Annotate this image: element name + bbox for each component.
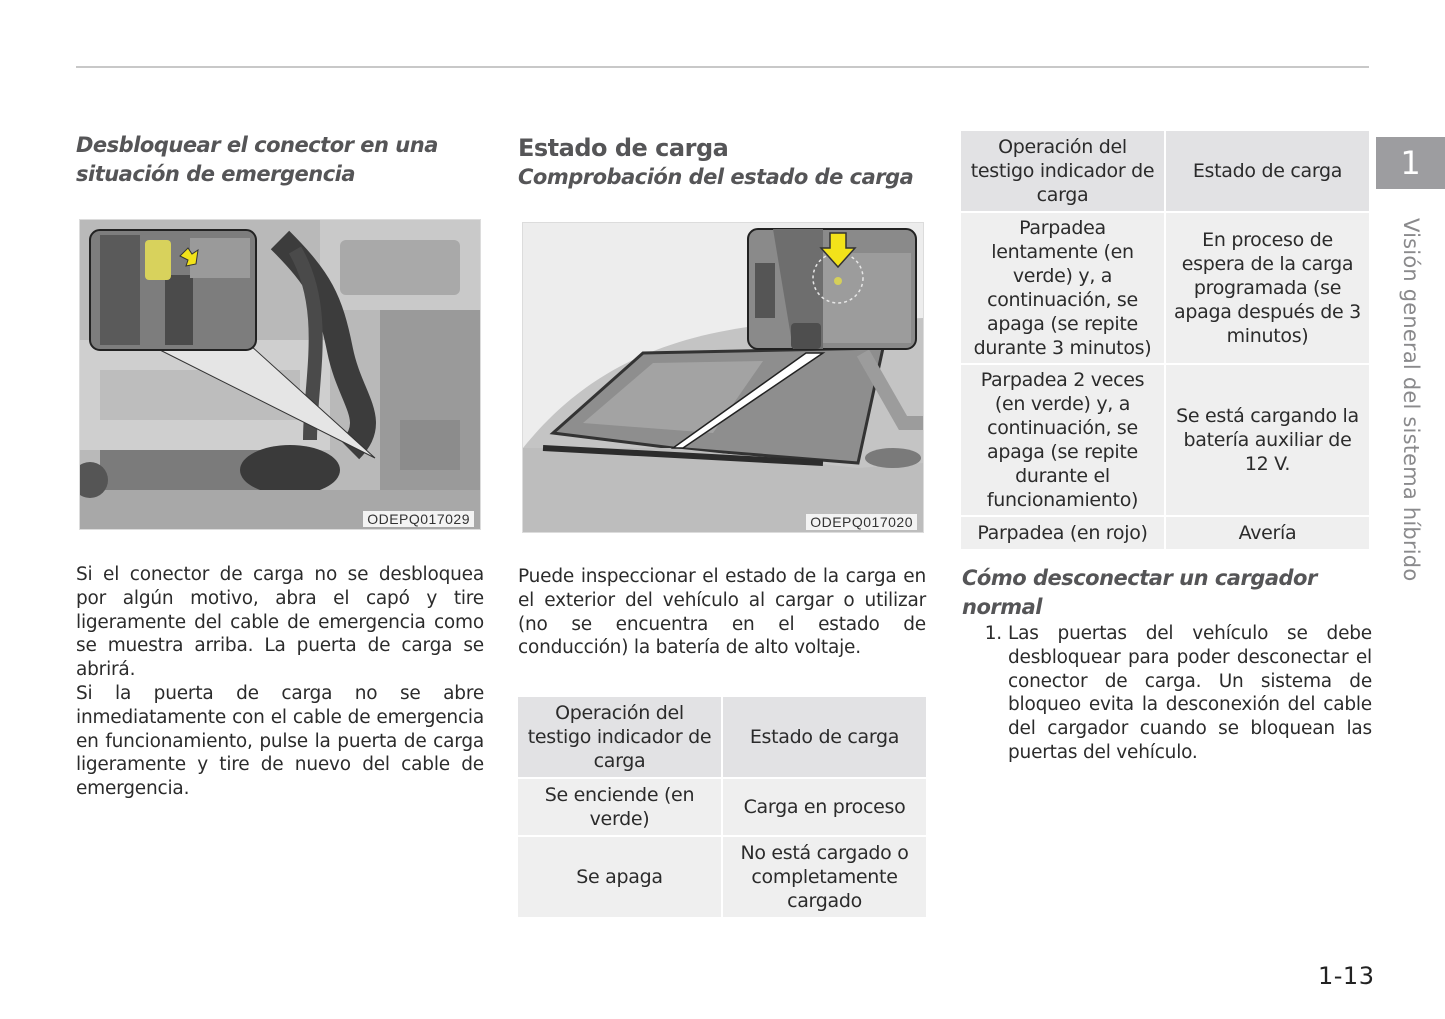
figure-code: ODEPQ017020 [806,514,917,530]
heading-line-1: Desbloquear el conector en una [76,133,438,157]
cell-operation: Parpadea (en rojo) [961,517,1164,549]
chapter-title: Visión general del sistema híbrido [1399,218,1423,582]
disconnect-charger-section [962,564,1372,765]
chapter-tab[interactable]: 1 [1376,137,1445,189]
paragraph: Si la puerta de carga no se abre inmediatamente con el cable de emergencia en funcionamiento, pulse la puerta de carga ligeramente y tire de nuevo del cable de emergencia. [76,682,484,800]
header-charge-status: Estado de carga [1166,131,1369,211]
cell-operation: Parpadea 2 veces (en verde) y, a continuación, se apaga (se repite durante el funcionamiento) [961,365,1164,515]
cell-operation: Se enciende (en verde) [518,779,721,835]
cell-operation: Se apaga [518,837,721,917]
cell-status: Carga en proceso [723,779,926,835]
section-title: Estado de carga [518,134,729,162]
charge-status-headings [518,133,938,192]
cell-status: En proceso de espera de la carga programada (se apaga después de 3 minutos) [1166,213,1369,363]
header-indicator-operation: Operación del testigo indicador de carga [518,697,721,777]
header-charge-status: Estado de carga [723,697,926,777]
emergency-unlock-text [76,563,484,801]
heading-line-2: situación de emergencia [76,162,356,186]
heading-line-1: Cómo desconectar un cargador [962,566,1317,590]
charge-status-table-1 [516,695,928,919]
list-item [962,622,1372,765]
table-row [961,365,1369,515]
emergency-unlock-heading [76,131,496,189]
steps-list [962,622,1372,765]
cell-status: Avería [1166,517,1369,549]
table-row [518,837,926,917]
paragraph: Si el conector de carga no se desbloquea por algún motivo, abra el capó y tire ligeramente del cable de emergencia como se muestra arriba. La puerta de carga se abrirá. [76,564,484,681]
cell-operation: Parpadea lentamente (en verde) y, a continuación, se apaga (se repite durante 3 minutos) [961,213,1164,363]
heading-line-2: normal [962,595,1042,619]
windshield-figure [522,222,924,533]
charge-status-table-2 [959,129,1371,551]
table-header-row [518,697,926,777]
charge-indicator-lamp [834,277,842,285]
cell-status: Se está cargando la batería auxiliar de 12 V. [1166,365,1369,515]
figure-code: ODEPQ017029 [363,511,474,527]
step-number: 1. [984,623,1002,644]
step-text: Las puertas del vehículo se debe desbloquear para poder desconectar el conector de carga. Un sistema de bloqueo evita la desconexión del cable del cargador cuando se bloquean las puertas del vehículo. [1008,623,1372,763]
paragraph: Puede inspeccionar el estado de la carga en el exterior del vehículo al cargar o utilizar (no se encuentra en el estado de conducción) la batería de alto voltaje. [518,566,926,659]
table-row [961,517,1369,549]
connector-highlight [145,240,171,280]
windshield-illustration [523,223,923,532]
table-header-row [961,131,1369,211]
cell-status: No está cargado o completamente cargado [723,837,926,917]
top-divider [76,66,1369,68]
table-row [961,213,1369,363]
engine-bay-figure [79,219,481,530]
page-number: 1-13 [1318,962,1375,990]
disconnect-charger-heading [962,564,1372,622]
table-row [518,779,926,835]
header-indicator-operation: Operación del testigo indicador de carga [961,131,1164,211]
engine-bay-illustration [80,220,480,529]
section-subtitle: Comprobación del estado de carga [518,165,914,189]
charge-status-text [518,565,926,660]
